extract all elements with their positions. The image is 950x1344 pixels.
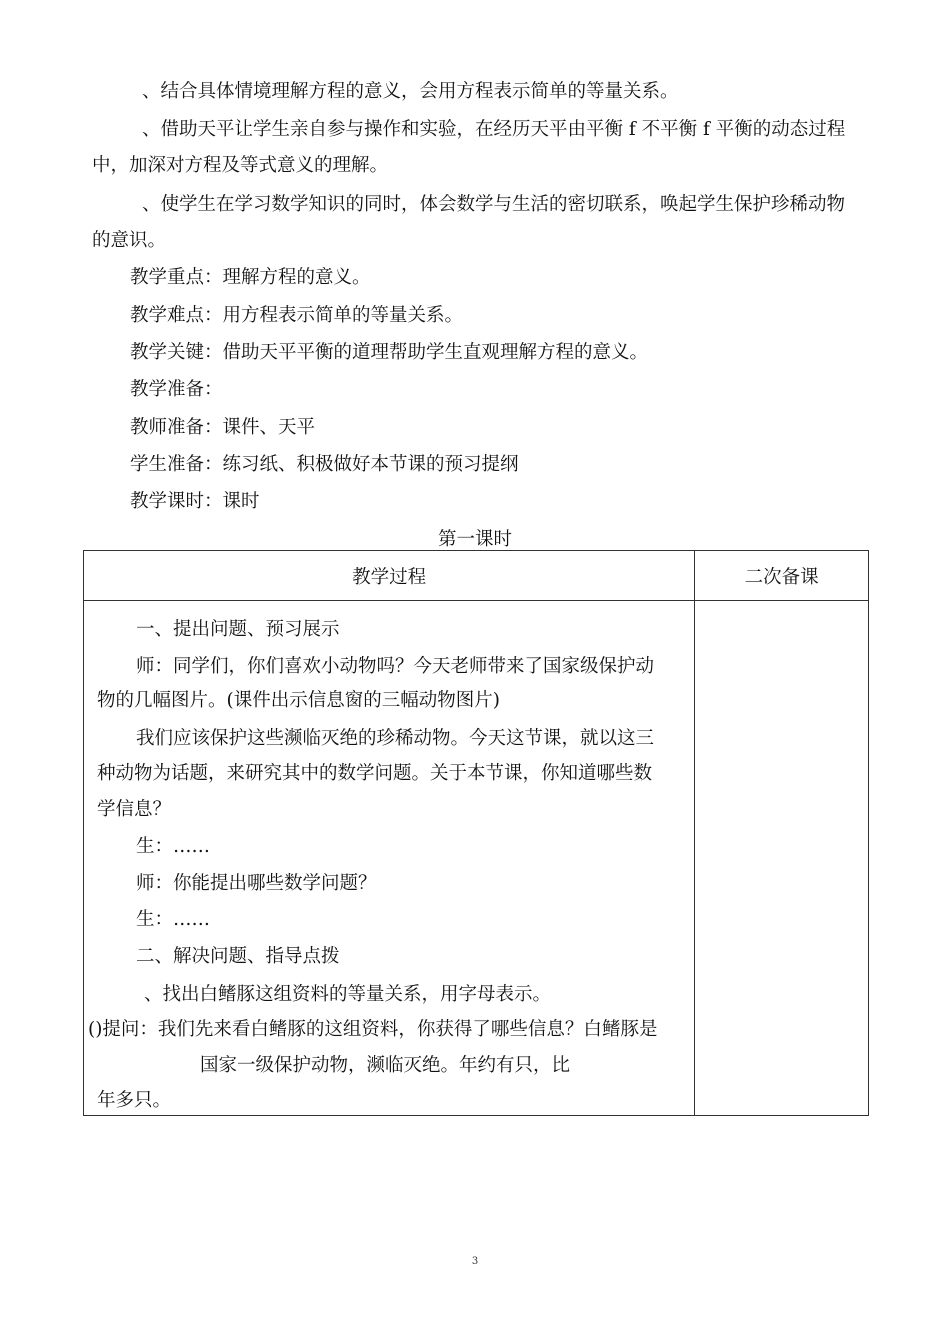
teaching-preparation: 教学准备： (130, 379, 223, 400)
process-line: 、找出白鳍豚这组资料的等量关系，用字母表示。 (144, 984, 552, 1005)
objective-2-line-b: 中，加深对方程及等式意义的理解。 (92, 155, 389, 176)
teaching-key-point: 教学重点：理解方程的意义。 (130, 267, 371, 288)
page-number: 3 (471, 1256, 479, 1267)
second-preparation-cell (695, 601, 869, 1116)
header-teaching-process: 教学过程 (84, 551, 695, 601)
teaching-hours: 教学课时：课时 (130, 491, 260, 512)
lesson-title: 第一课时 (437, 529, 512, 550)
student-preparation: 学生准备：练习纸、积极做好本节课的预习提纲 (130, 454, 519, 475)
process-line: 生：…… (136, 909, 211, 930)
process-line: ()提问：我们先来看白鳍豚的这组资料，你获得了哪些信息？白鳍豚是 (88, 1019, 658, 1040)
lesson-table (83, 550, 869, 1116)
objective-3-line-a: 、使学生在学习数学知识的同时，体会数学与生活的密切联系，唤起学生保护珍稀动物 (142, 194, 846, 215)
teacher-preparation: 教师准备：课件、天平 (130, 417, 316, 438)
table-header-row (84, 551, 869, 601)
process-line: 一、提出问题、预习展示 (136, 619, 340, 640)
process-line: 年多只。 (97, 1090, 172, 1111)
teaching-key: 教学关键：借助天平平衡的道理帮助学生直观理解方程的意义。 (130, 342, 649, 363)
process-line: 学信息？ (97, 799, 172, 820)
header-second-preparation: 二次备课 (695, 551, 869, 601)
process-line: 种动物为话题，来研究其中的数学问题。关于本节课，你知道哪些数 (97, 763, 653, 784)
teaching-process-cell (84, 601, 695, 1116)
objective-3-line-b: 的意识。 (92, 230, 167, 251)
process-line: 二、解决问题、指导点拨 (136, 946, 340, 967)
objective-2-line-a: 、借助天平让学生亲自参与操作和实验，在经历天平由平衡 f 不平衡 f 平衡的动态过程 (142, 119, 846, 140)
teaching-difficulty: 教学难点：用方程表示简单的等量关系。 (130, 305, 464, 326)
table-body-row (84, 601, 869, 1116)
process-line: 我们应该保护这些濒临灭绝的珍稀动物。今天这节课，就以这三 (136, 728, 655, 749)
process-line: 师：同学们，你们喜欢小动物吗？今天老师带来了国家级保护动 (136, 656, 655, 677)
process-line: 国家一级保护动物，濒临灭绝。年约有只，比 (200, 1055, 571, 1076)
objective-1: 、结合具体情境理解方程的意义，会用方程表示简单的等量关系。 (142, 81, 679, 102)
process-line: 生：…… (136, 836, 211, 857)
process-line: 师：你能提出哪些数学问题？ (136, 873, 377, 894)
process-line: 物的几幅图片。(课件出示信息窗的三幅动物图片) (97, 690, 500, 711)
